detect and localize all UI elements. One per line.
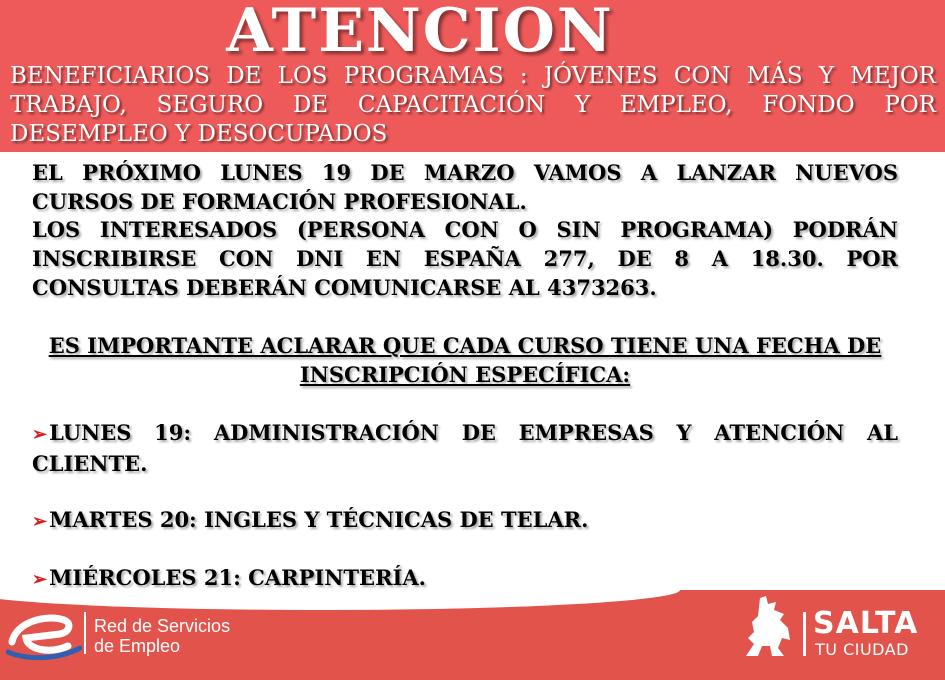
- announcement-paragraph: EL PRÓXIMO LUNES 19 DE MARZO VAMOS A LANZAR NUEVOS CURSOS DE FORMACIÓN PROFESIONAL.: [32, 160, 898, 214]
- list-item-text: LUNES 19: ADMINISTRACIÓN DE EMPRESAS Y ATENCIÓN AL CLIENTE.: [32, 420, 898, 476]
- salta-logo-tagline: TU CIUDAD: [815, 640, 909, 659]
- salta-logo-name: SALTA: [813, 606, 919, 641]
- arrow-right-icon: ➢: [32, 511, 48, 532]
- beneficiaries-subtitle: BENEFICIARIOS DE LOS PROGRAMAS : JÓVENES CON MÁS Y MEJOR TRABAJO, SEGURO DE CAPACITACIÓN Y EMPLEO, FONDO POR DESEMPLEO Y DESOCUPADOS: [10, 63, 936, 147]
- footer-bar: [0, 590, 945, 680]
- arrow-right-icon: ➢: [32, 424, 48, 445]
- page-title: ATENCION: [226, 0, 614, 66]
- list-item-text: MIÉRCOLES 21: CARPINTERÍA.: [49, 565, 426, 590]
- list-item-text: MARTES 20: INGLES Y TÉCNICAS DE TELAR.: [49, 507, 589, 532]
- list-item-monday: [32, 418, 898, 478]
- salta-logo-divider: [803, 612, 806, 656]
- footer-curve-decoration: [0, 590, 680, 610]
- gaucho-rider-icon: [740, 594, 796, 664]
- red-empleo-logo-text-2: de Empleo: [94, 636, 181, 656]
- important-note: ES IMPORTANTE ACLARAR QUE CADA CURSO TIENE UNA FECHA DE INSCRIPCIÓN ESPECÍFICA:: [48, 333, 882, 387]
- registration-paragraph: LOS INTERESADOS (PERSONA CON O SIN PROGRAMA) PODRÁN INSCRIBIRSE CON DNI EN ESPAÑA 277, DE 8 A 18.30. POR CONSULTAS DEBERÁN COMUNICARSE AL 4373263.: [32, 217, 898, 300]
- red-empleo-logo-text: Red de Servicios: [94, 616, 231, 636]
- list-item-tuesday: [32, 505, 898, 536]
- header-banner: [0, 0, 945, 152]
- red-empleo-logo-icon: [6, 608, 82, 668]
- arrow-right-icon: ➢: [32, 569, 48, 590]
- logo-divider: [84, 612, 86, 654]
